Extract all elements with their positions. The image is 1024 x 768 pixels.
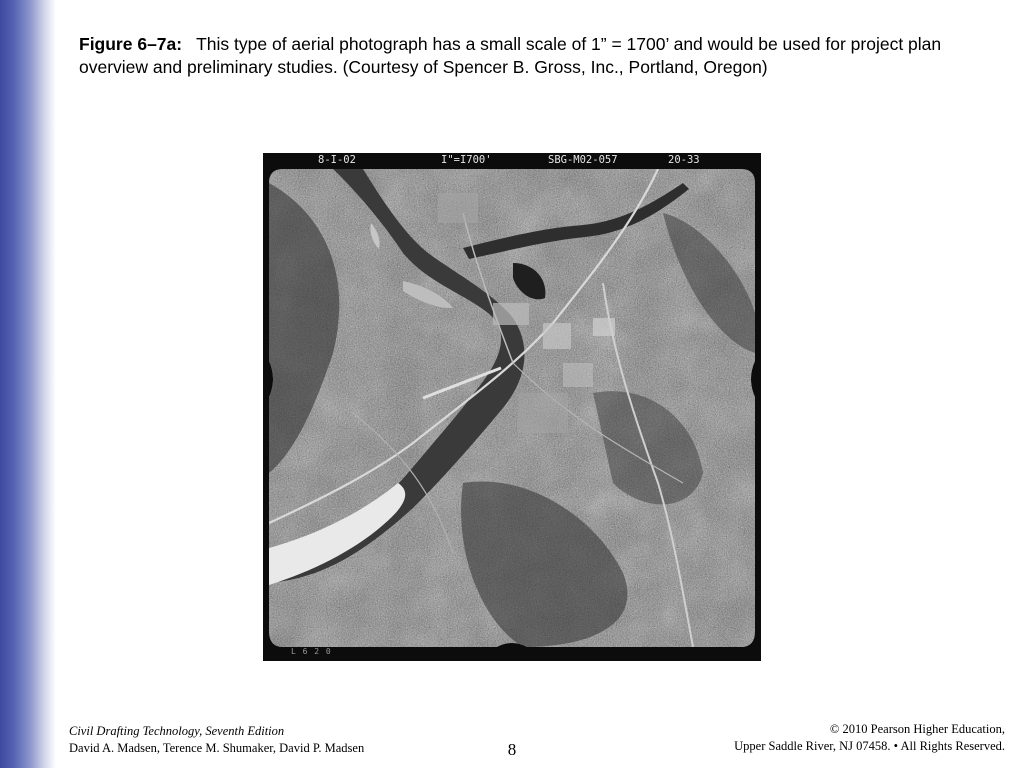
aerial-photograph [263,153,761,661]
photo-frame-number: 20-33 [668,154,700,166]
photo-footer-mark: L 6 2 0 [291,647,332,656]
aerial-photo-image [263,153,761,661]
photo-header-strip [263,153,761,169]
figure-label: Figure 6–7a: [79,34,183,54]
book-authors: David A. Madsen, Terence M. Shumaker, David P. Madsen [69,741,365,755]
photo-date: 8-I-02 [318,154,356,166]
photo-scale: I"=I700' [441,154,492,166]
footer-book-info [69,723,364,757]
photo-project-code: SBG-M02-057 [548,154,618,166]
figure-description: This type of aerial photograph has a small scale of 1” = 1700’ and would be used for project plan overview and preliminary studies. (Courtesy of Spencer B. Gross, Inc., Portland, Oregon) [79,34,942,77]
page-number: 8 [507,740,517,759]
footer-copyright [734,721,1005,755]
book-title: Civil Drafting Technology, Seventh Edition [69,724,285,738]
figure-caption [79,33,999,79]
copyright-line: © 2010 Pearson Higher Education, [829,722,1005,736]
copyright-address: Upper Saddle River, NJ 07458. • All Rights Reserved. [734,739,1005,753]
left-accent-bar [0,0,56,768]
